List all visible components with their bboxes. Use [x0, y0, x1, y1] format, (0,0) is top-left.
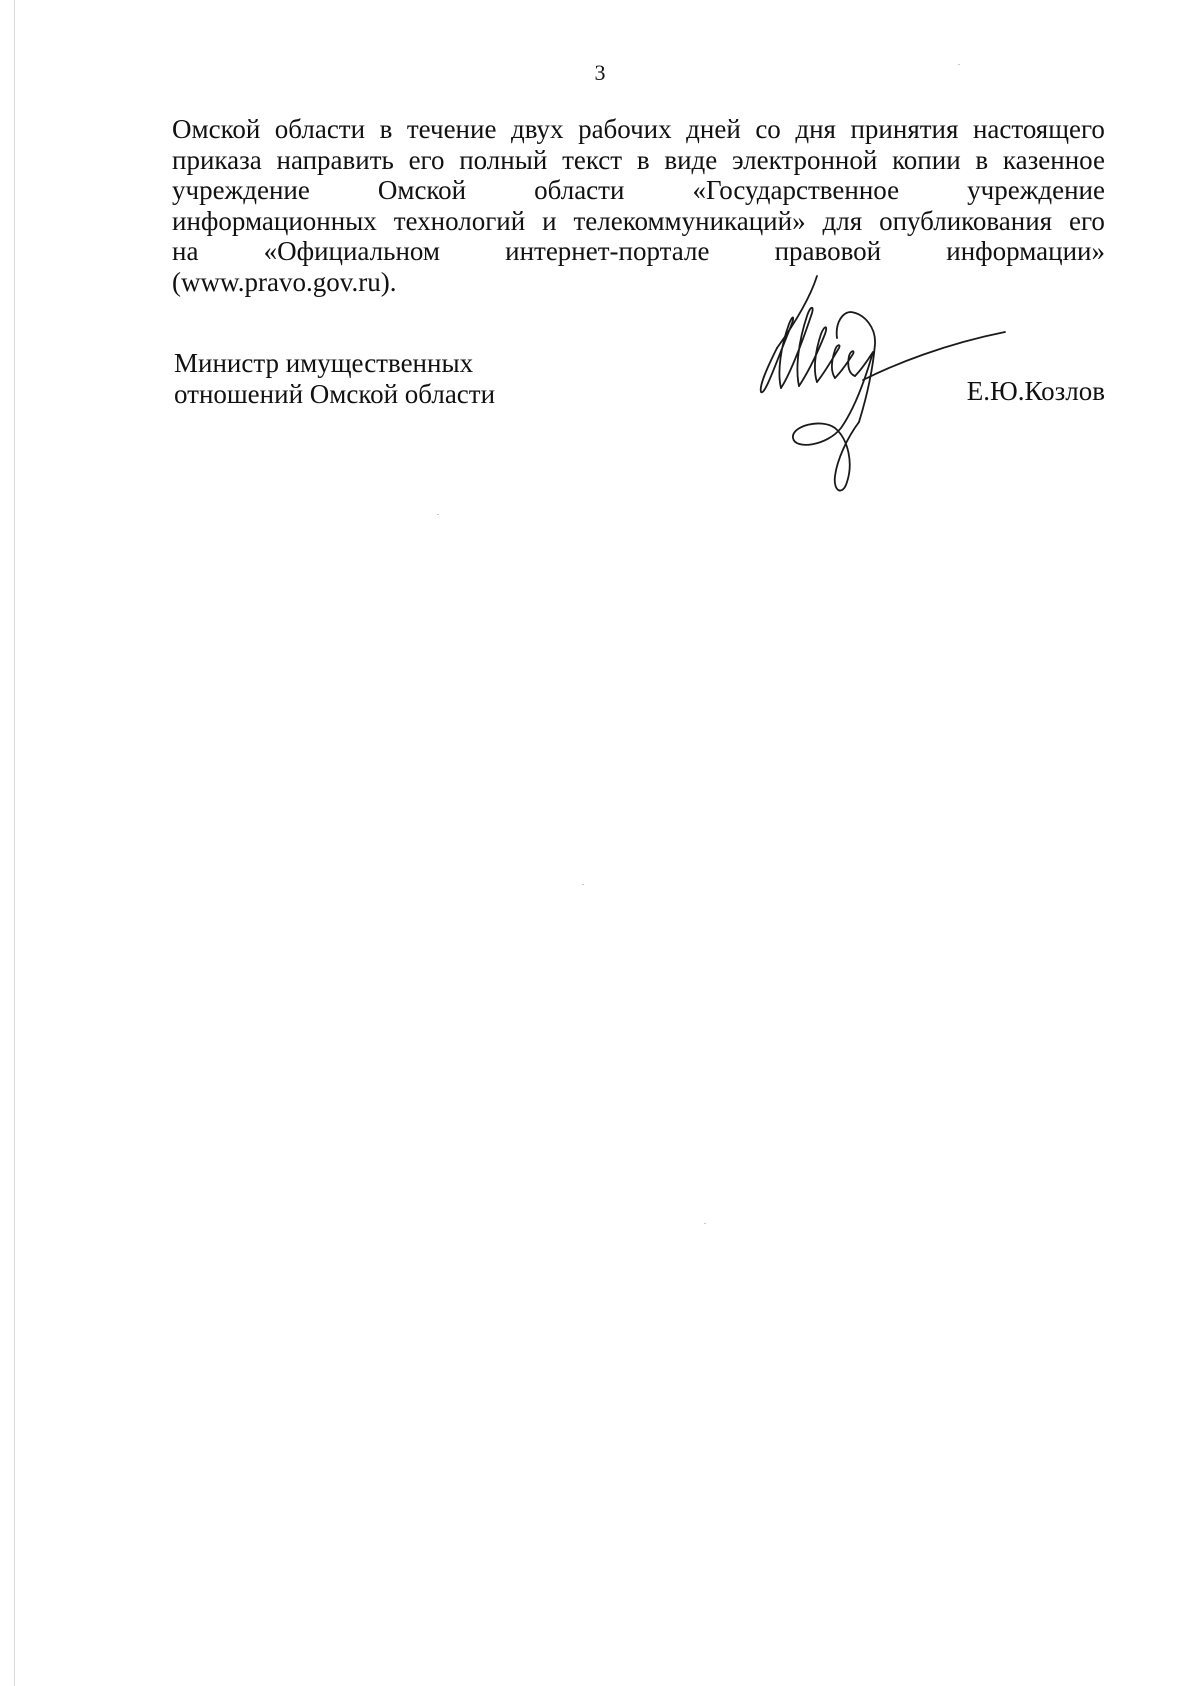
paragraph-word: со	[755, 114, 781, 144]
signatory-position	[174, 348, 495, 409]
paragraph-word: в	[636, 144, 650, 175]
scan-speck	[958, 64, 960, 65]
position-line: Министр имущественных	[174, 348, 474, 378]
paragraph-word: казенное	[1002, 144, 1105, 175]
paragraph-word: технологий	[393, 205, 526, 236]
paragraph-word: Омской	[172, 114, 261, 144]
paragraph-word: в	[975, 144, 989, 175]
paragraph-word: текст	[562, 144, 623, 175]
paragraph-word: приказа	[172, 144, 262, 175]
paragraph-word: виде	[664, 144, 718, 175]
paragraph-line	[172, 114, 1105, 145]
paragraph-line	[172, 175, 1105, 206]
paragraph-line	[172, 206, 1105, 237]
paragraph-word: в	[379, 114, 393, 144]
paragraph-word: учреждение	[967, 175, 1105, 205]
paragraph-word: на	[172, 236, 199, 266]
paragraph-word: для	[822, 205, 863, 236]
paragraph-line	[172, 236, 1105, 267]
paragraph-line-last: (www.pravo.gov.ru).	[172, 266, 397, 297]
paragraph-word: принятия	[850, 114, 959, 144]
paragraph-word: двух	[510, 114, 564, 144]
paragraph-word: учреждение	[172, 175, 310, 205]
scan-speck	[704, 1223, 706, 1224]
page-number: 3	[594, 60, 606, 85]
paragraph-word: его	[408, 144, 445, 175]
paragraph-word: Омской	[377, 175, 467, 205]
paragraph-word: и	[542, 205, 557, 236]
paragraph-word: опубликования	[879, 205, 1053, 236]
paragraph-word: интернет-портале	[505, 236, 710, 266]
position-line: отношений Омской области	[174, 378, 496, 409]
paragraph-word: дня	[795, 114, 836, 144]
handwritten-signature-icon	[755, 268, 1015, 528]
paragraph-word: «Официальном	[263, 236, 440, 266]
paragraph-word: полный	[459, 144, 548, 175]
paragraph-word: электронной	[732, 144, 878, 175]
paragraph-word: области	[534, 175, 625, 205]
paragraph-word: течение	[406, 114, 497, 144]
scan-speck	[437, 514, 439, 515]
paragraph-word: информационных	[172, 205, 377, 236]
paragraph-word: области	[274, 114, 366, 144]
paragraph-word: рабочих	[578, 114, 672, 144]
paragraph-word: правовой	[774, 236, 882, 266]
paragraph-word: информации»	[946, 236, 1105, 266]
paragraph-word: «Государственное	[692, 175, 900, 205]
signer-name: Е.Ю.Козлов	[966, 376, 1105, 406]
paragraph-line	[172, 145, 1105, 176]
paragraph-word: настоящего	[972, 114, 1105, 144]
paragraph-word: его	[1069, 205, 1105, 236]
paragraph-word: телекоммуникаций»	[573, 205, 806, 236]
paragraph-word: копии	[892, 144, 961, 175]
scan-edge-line	[14, 0, 15, 1686]
paragraph-word: направить	[276, 144, 394, 175]
scan-speck	[582, 884, 584, 885]
paragraph-word: дней	[686, 114, 741, 144]
